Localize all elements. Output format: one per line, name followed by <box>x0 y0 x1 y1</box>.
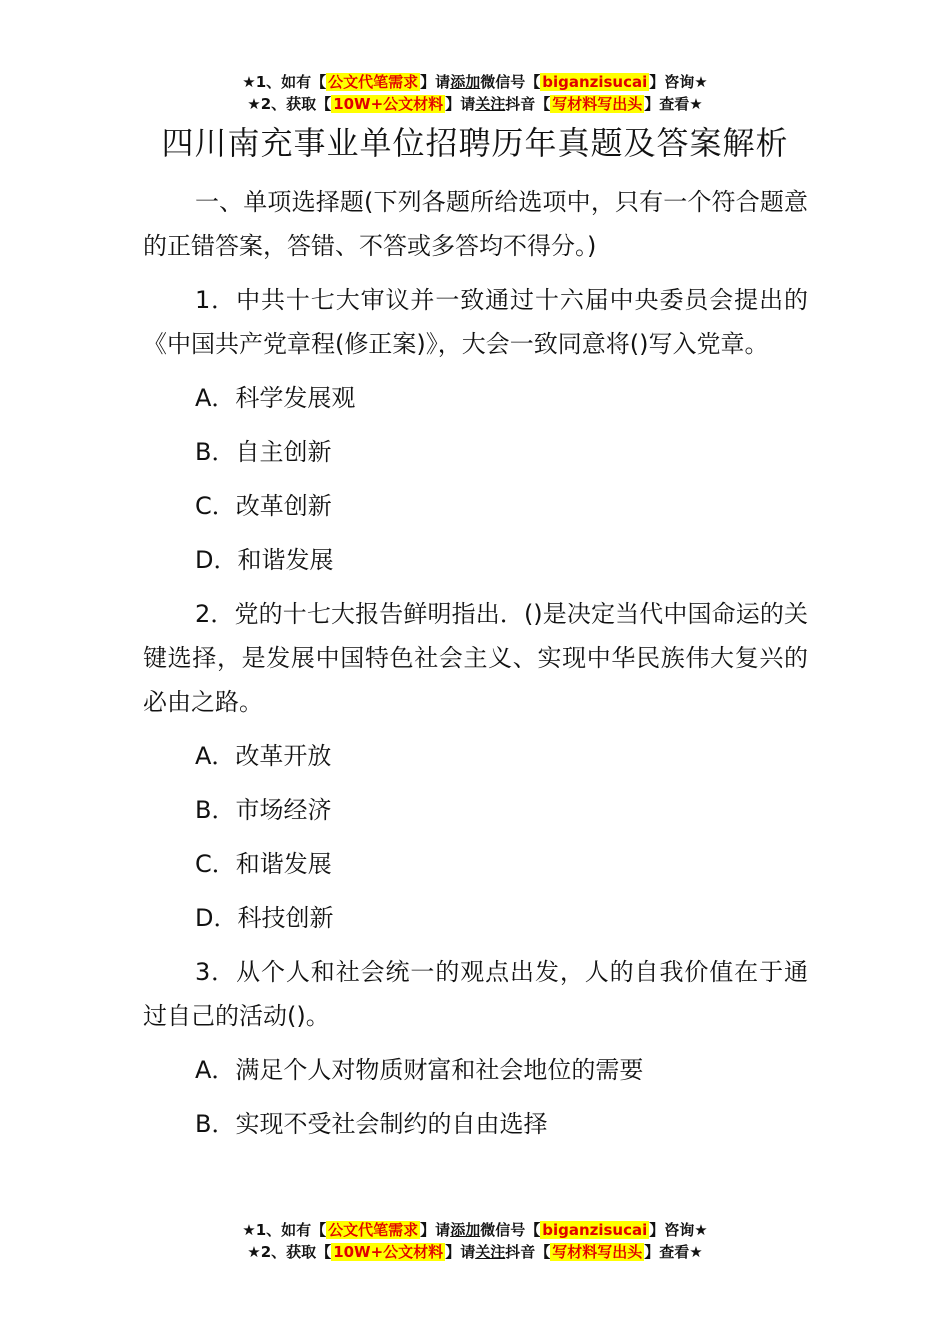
question-option: B．实现不受社会制约的自由选择 <box>195 1110 548 1138</box>
underlined-text: 添加 <box>450 73 481 91</box>
question-option: D．和谐发展 <box>195 546 334 574</box>
underlined-text: 关注 <box>475 1243 506 1261</box>
document-body <box>143 180 808 1156</box>
wechat-id: biganzisucai <box>542 1221 648 1239</box>
question-option: D．科技创新 <box>195 904 334 932</box>
question-option: A．科学发展观 <box>195 384 356 412</box>
underlined-text: 添加 <box>450 1221 481 1239</box>
question-option: C．改革创新 <box>195 492 332 520</box>
page-title: 四川南充事业单位招聘历年真题及答案解析 <box>161 124 789 162</box>
question-option: B．自主创新 <box>195 438 332 466</box>
banner-line-2: ★2、获取【 10W+公文材料 】请关注抖音【 写材料写出头 】查看★ <box>247 95 703 113</box>
highlight-text: 10W+公文材料 <box>333 1243 444 1261</box>
section-heading: 一、单项选择题(下列各题所给选项中，只有一个符合题意的正错答案，答错、不答或多答均不得分。) <box>143 188 808 260</box>
question-option: B．市场经济 <box>195 796 332 824</box>
highlight-text: 公文代笔需求 <box>328 73 419 91</box>
question-option: C．和谐发展 <box>195 850 332 878</box>
highlight-text: 公文代笔需求 <box>328 1221 419 1239</box>
wechat-id: biganzisucai <box>542 73 648 91</box>
question-option: A．改革开放 <box>195 742 332 770</box>
question-stem: 3．从个人和社会统一的观点出发，人的自我价值在于通过自己的活动()。 <box>143 958 808 1030</box>
douyin-name: 写材料写出头 <box>552 95 643 113</box>
banner-line-1: ★1、如有【 公文代笔需求 】请添加微信号【 biganzisucai 】咨询★ <box>242 73 708 91</box>
highlight-text: 10W+公文材料 <box>333 95 444 113</box>
banner-line-1: ★1、如有【 公文代笔需求 】请添加微信号【 biganzisucai 】咨询★ <box>242 1221 708 1239</box>
header-banner <box>0 71 950 115</box>
question-stem: 1．中共十七大审议并一致通过十六届中央委员会提出的《中国共产党章程(修正案)》，大会一致同意将()写入党章。 <box>143 286 808 358</box>
douyin-name: 写材料写出头 <box>552 1243 643 1261</box>
footer-banner <box>0 1219 950 1263</box>
underlined-text: 关注 <box>475 95 506 113</box>
question-stem: 2．党的十七大报告鲜明指出．()是决定当代中国命运的关键选择，是发展中国特色社会主义、实现中华民族伟大复兴的必由之路。 <box>143 600 808 716</box>
question-option: A．满足个人对物质财富和社会地位的需要 <box>195 1056 644 1084</box>
banner-line-2: ★2、获取【 10W+公文材料 】请关注抖音【 写材料写出头 】查看★ <box>247 1243 703 1261</box>
